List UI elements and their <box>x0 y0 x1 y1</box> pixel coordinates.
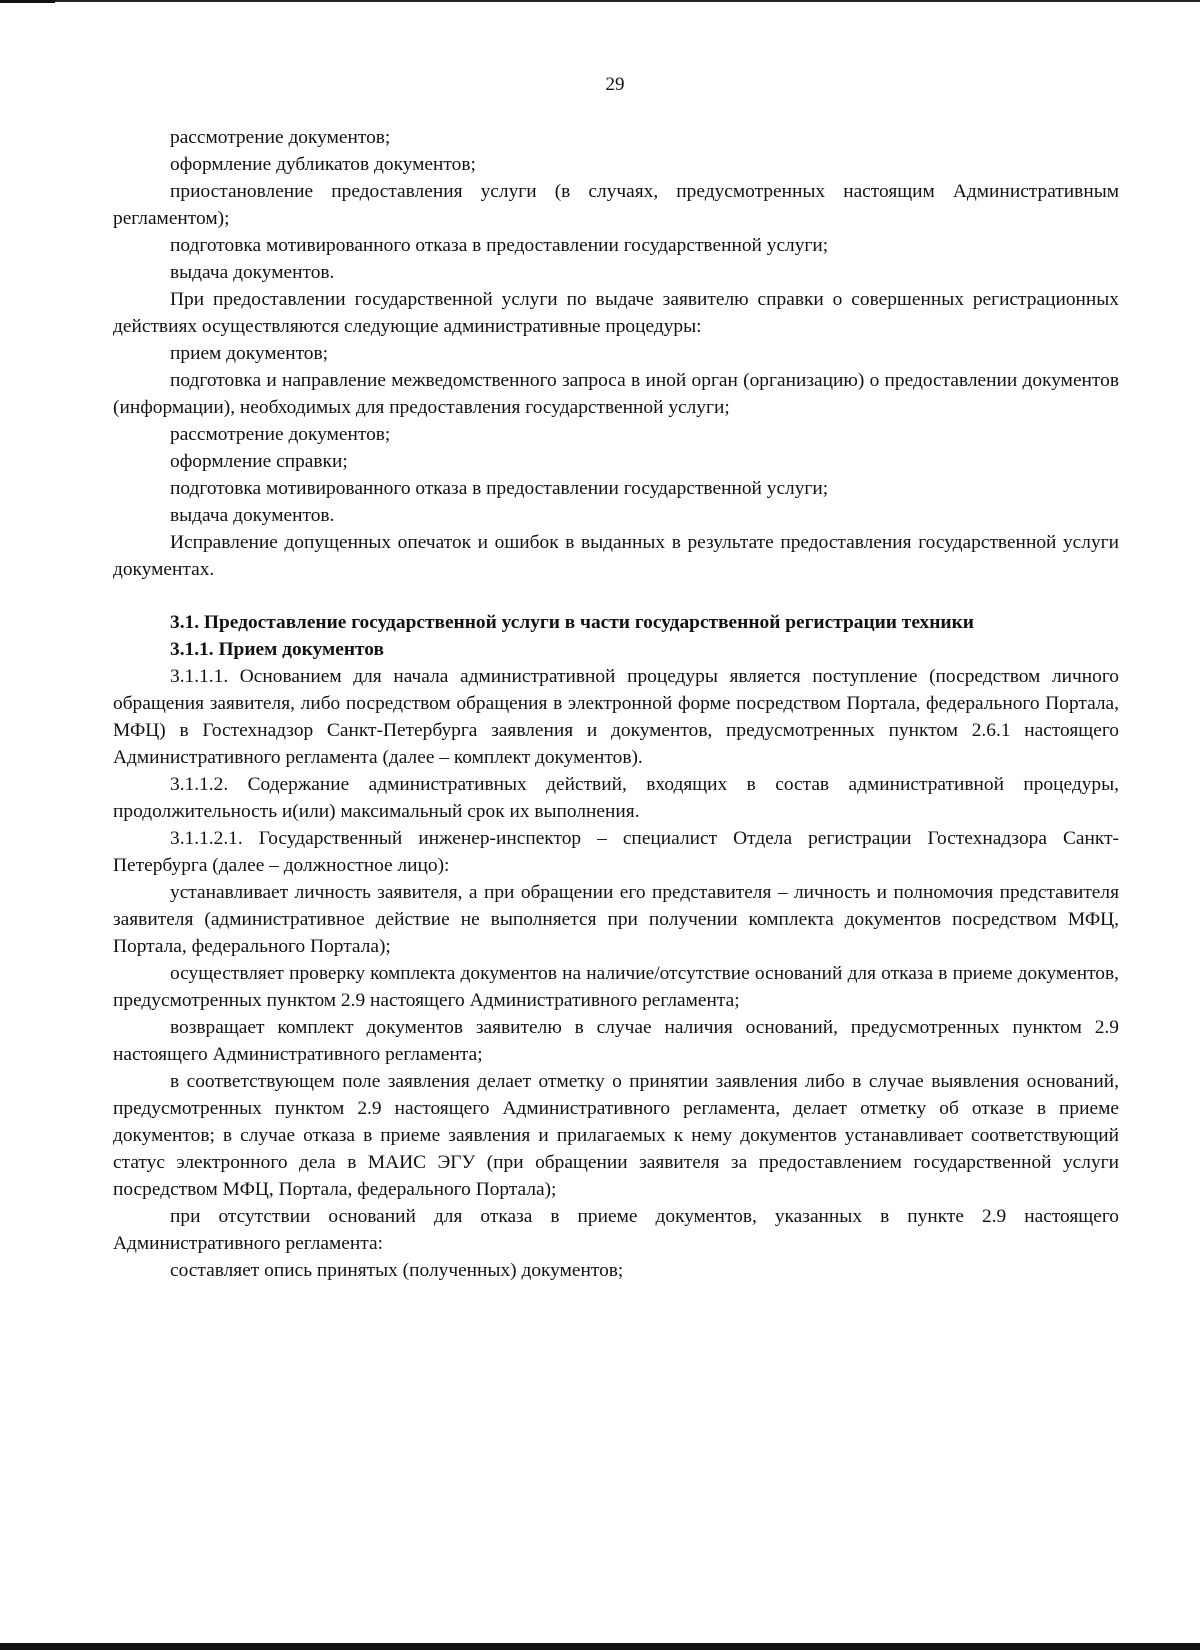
section-heading: 3.1. Предоставление государственной услуги в части государственной регистрации техники <box>170 612 974 633</box>
paragraph: подготовка и направление межведомственного запроса в иной орган (организацию) о предоставлении документов (информации), необходимых для предоставления государственной услуги; <box>113 370 1119 418</box>
scan-top-edge <box>0 0 1200 2</box>
scan-bottom-edge <box>0 1643 1200 1650</box>
paragraph: подготовка мотивированного отказа в предоставлении государственной услуги; <box>170 478 829 499</box>
paragraph: в соответствующем поле заявления делает отметку о принятии заявления либо в случае выявления оснований, предусмотренных пунктом 2.9 настоящего Административного регламента, делает отметку об отказе в приеме документов; в случае отказа в приеме заявления и прилагаемых к нему документов устанавливает соответствующий статус электронного дела в МАИС ЭГУ (при обращении заявителя за предоставлением государственной услуги посредством МФЦ, Портала, федерального Портала); <box>113 1071 1119 1200</box>
paragraph: оформление дубликатов документов; <box>170 154 476 175</box>
paragraph: подготовка мотивированного отказа в предоставлении государственной услуги; <box>170 235 829 256</box>
paragraph: прием документов; <box>170 343 329 364</box>
paragraph: возвращает комплект документов заявителю в случае наличия оснований, предусмотренных пунктом 2.9 настоящего Административного регламента; <box>113 1017 1119 1065</box>
paragraph: 3.1.1.1. Основанием для начала административной процедуры является поступление (посредством личного обращения заявителя, либо посредством обращения в электронной форме посредством Портала, федерального Портала, МФЦ) в Гостехнадзор Санкт-Петербурга заявления и документов, предусмотренных пунктом 2.6.1 настоящего Административного регламента (далее – комплект документов). <box>113 666 1119 768</box>
paragraph: выдача документов. <box>170 505 335 526</box>
paragraph: составляет опись принятых (полученных) документов; <box>170 1260 624 1281</box>
paragraph: устанавливает личность заявителя, а при обращении его представителя – личность и полномочия представителя заявителя (административное действие не выполняется при получении комплекта документов посредством МФЦ, Портала, федерального Портала); <box>113 882 1119 957</box>
page-number: 29 <box>605 74 625 95</box>
subsection-heading: 3.1.1. Прием документов <box>170 639 384 660</box>
paragraph: 3.1.1.2. Содержание административных действий, входящих в состав административной процедуры, продолжительность и(или) максимальный срок их выполнения. <box>113 774 1119 822</box>
paragraph: рассмотрение документов; <box>170 424 391 445</box>
paragraph: приостановление предоставления услуги (в случаях, предусмотренных настоящим Административным регламентом); <box>113 181 1119 229</box>
paragraph: выдача документов. <box>170 262 335 283</box>
paragraph: оформление справки; <box>170 451 348 472</box>
paragraph: при отсутствии оснований для отказа в приеме документов, указанных в пункте 2.9 настоящего Административного регламента: <box>113 1206 1119 1254</box>
paragraph: Исправление допущенных опечаток и ошибок в выданных в результате предоставления государственной услуги документах. <box>113 532 1119 580</box>
paragraph: осуществляет проверку комплекта документов на наличие/отсутствие оснований для отказа в приеме документов, предусмотренных пунктом 2.9 настоящего Административного регламента; <box>113 963 1119 1011</box>
scan-top-left-mark <box>0 0 55 3</box>
document-body <box>113 124 1119 1284</box>
paragraph: При предоставлении государственной услуги по выдаче заявителю справки о совершенных регистрационных действиях осуществляются следующие административные процедуры: <box>113 289 1119 337</box>
paragraph: 3.1.1.2.1. Государственный инженер-инспектор – специалист Отдела регистрации Гостехнадзора Санкт-Петербурга (далее – должностное лицо): <box>113 828 1119 876</box>
paragraph: рассмотрение документов; <box>170 127 391 148</box>
